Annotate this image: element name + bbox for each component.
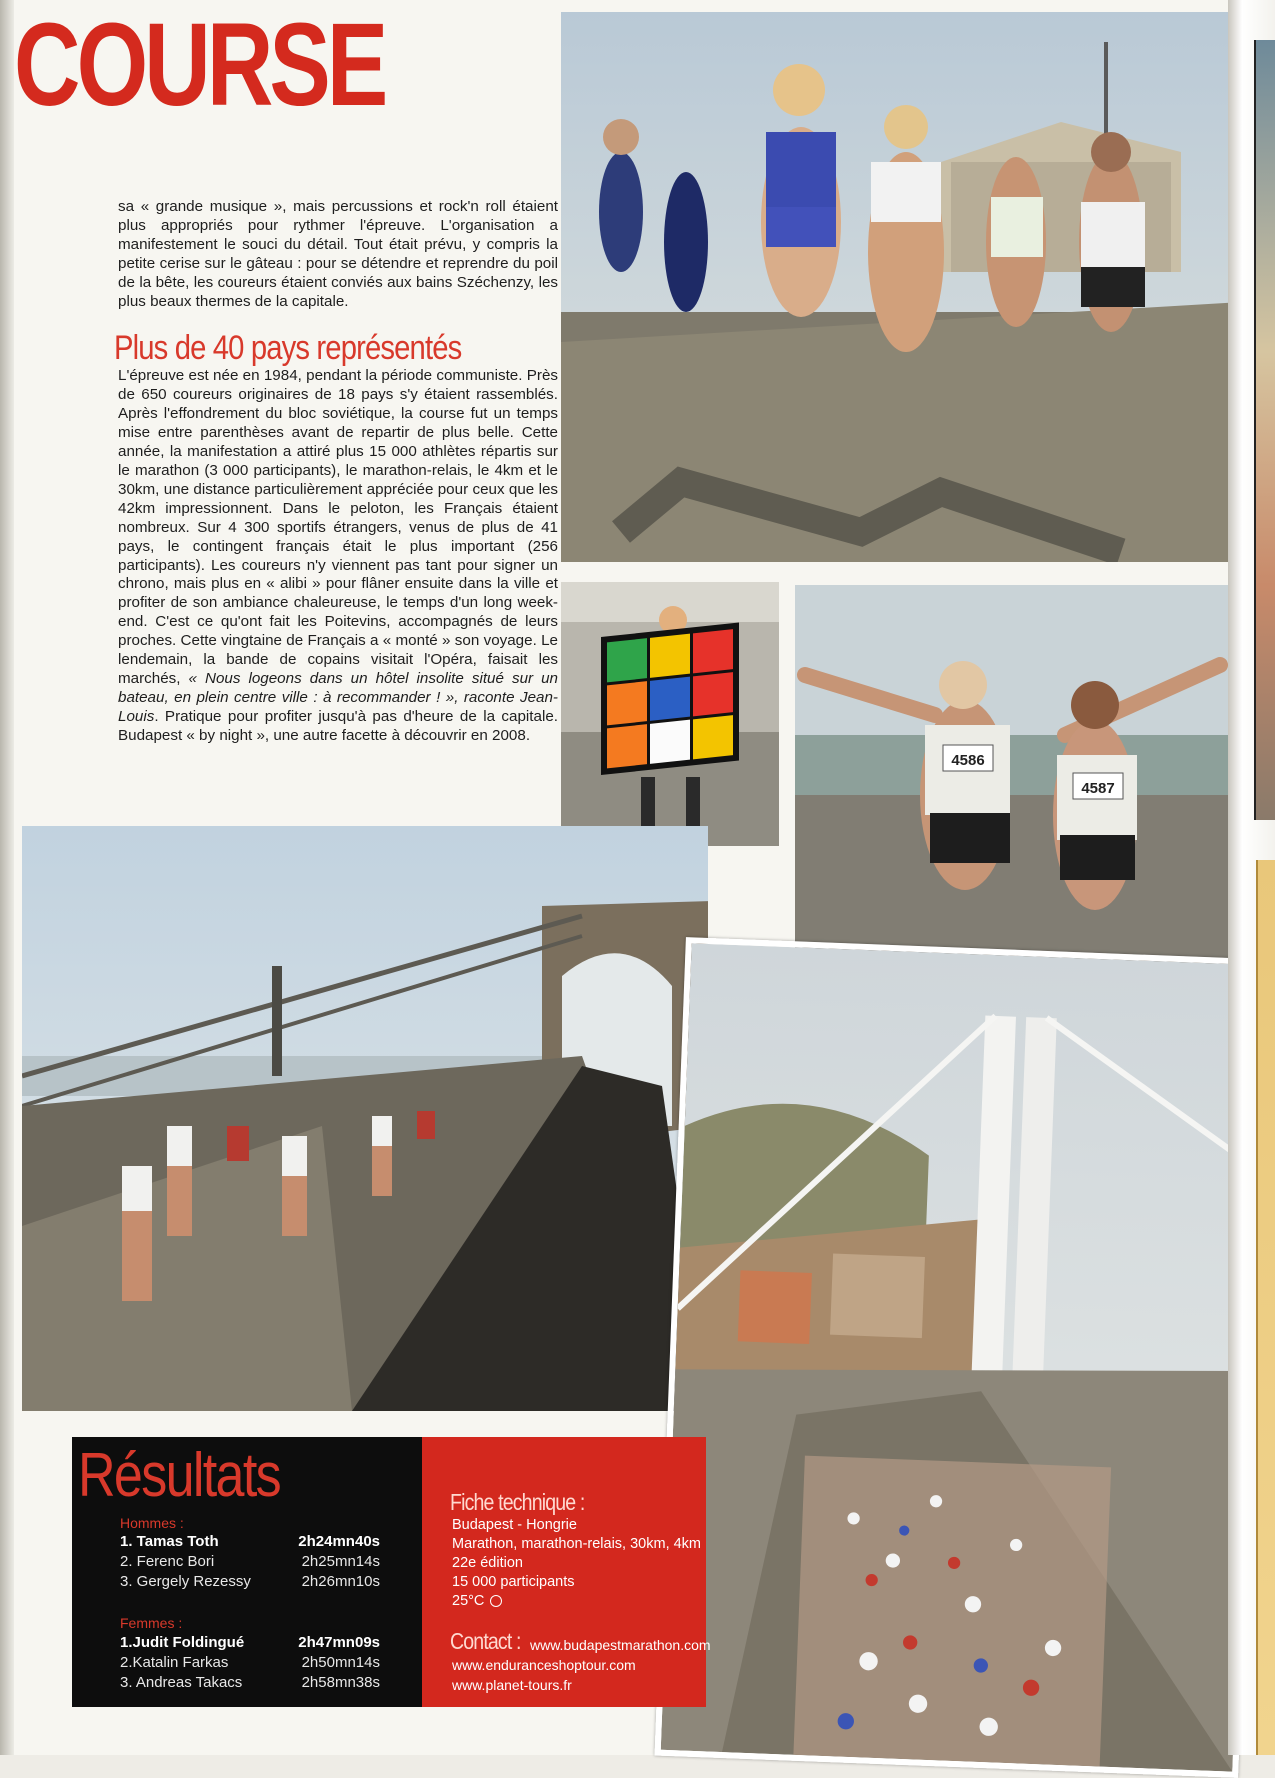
fiche-contact-label: Contact : <box>450 1628 521 1654</box>
results-women-row-2 <box>120 1654 380 1671</box>
article-paragraph-2 <box>118 367 558 745</box>
bib-number-right: 4587 <box>1081 780 1115 797</box>
article-subheading: Plus de 40 pays représentés <box>114 329 462 368</box>
contact-link-budapestmarathon[interactable]: www.budapestmarathon.com <box>530 1637 711 1653</box>
fiche-technique-box <box>422 1437 711 1707</box>
magazine-page <box>14 0 1242 1755</box>
result-name: 1. Tamas Toth <box>120 1533 219 1550</box>
photo-rubiks-cube-runner <box>561 582 779 846</box>
fiche-location: Budapest - Hongrie <box>452 1517 577 1533</box>
next-page-edge <box>1228 0 1275 1755</box>
photo-runners-heroes-square <box>561 12 1242 562</box>
fiche-participants: 15 000 participants <box>452 1574 575 1590</box>
article-quote: « Nous logeons dans un hôtel insolite situé sur un bateau, en plein centre ville : à recommander ! », raconte Jean-Louis <box>118 669 558 725</box>
results-women-label: Femmes : <box>120 1615 183 1631</box>
bib-number-left: 4586 <box>951 752 985 769</box>
fiche-edition: 22e édition <box>452 1555 523 1571</box>
result-time: 2h50mn14s <box>301 1654 380 1671</box>
result-name: 2. Ferenc Bori <box>120 1553 215 1570</box>
results-title: Résultats <box>78 1441 280 1510</box>
result-name: 3. Gergely Rezessy <box>120 1573 251 1590</box>
article-paragraph-1: sa « grande musique », mais percussions et rock'n roll étaient plus appropriés pour rythmer l'épreuve. L'organisation a manifestement le souci du détail. Tout était prévu, y compris la petite cerise sur le gâteau : pour se détendre et reprendre du poil de la bête, les coureurs étaient conviés aux bains Széchenzy, les plus beaux thermes de la capitale. <box>118 198 558 310</box>
contact-link-enduranceshoptour[interactable]: www.enduranceshoptour.com <box>452 1657 636 1673</box>
result-time: 2h25mn14s <box>301 1553 380 1570</box>
fiche-temperature-line <box>452 1593 502 1609</box>
result-time: 2h47mn09s <box>298 1634 380 1651</box>
fiche-events: Marathon, marathon-relais, 30km, 4km <box>452 1536 702 1552</box>
photo-elisabeth-bridge-crowd <box>654 937 1269 1778</box>
result-time: 2h58mn38s <box>301 1674 380 1691</box>
results-men-label: Hommes : <box>120 1515 184 1531</box>
result-name: 2.Katalin Farkas <box>120 1654 229 1671</box>
page-spine-shadow <box>0 0 14 1755</box>
results-men-row-1 <box>120 1533 380 1550</box>
article-body <box>114 198 558 746</box>
smiley-icon <box>490 1595 502 1607</box>
result-time: 2h26mn10s <box>301 1573 380 1590</box>
result-name: 1.Judit Foldingué <box>120 1634 245 1651</box>
fiche-title: Fiche technique : <box>450 1489 585 1515</box>
results-women-row-3 <box>120 1674 380 1691</box>
fiche-temperature: 25°C <box>452 1593 485 1609</box>
result-time: 2h24mn40s <box>298 1533 380 1550</box>
results-women-row-1 <box>120 1634 380 1651</box>
article-paragraph-2-start: L'épreuve est née en 1984, pendant la période communiste. Près de 650 coureurs originaires de 18 pays s'y étaient rassemblés. Après l'effondrement du bloc soviétique, la course fut un temps mise entre parenthèses avant de repartir de plus belle. Cette année, la manifestation a attiré plus 15 000 athlètes répartis sur le marathon (3 000 participants), le marathon-relais, le 4km et le 30km, une distance particulièrement appréciée pour ceux que les 42km impressionnent. Dans le peloton, les Français étaient nombreux. Sur 4 300 sportifs étrangers, venus de plus de 41 pays, le contingent français était le plus important (256 participants). Les coureurs n'y viennent pas tant pour signer un chrono, mais plus en « alibi » pour flâner ensuite dans la ville et profiter de son ambiance chaleureuse, le temps d'un long week-end. C'est ce qu'ont fait les Poitevins, accompagnés de leurs proches. Cette vingtaine de Français a « monté » son voyage. Le lendemain, la bande de copains visitait l'Opéra, faisait les marchés, <box>118 367 558 687</box>
next-page-photo-edge <box>1254 40 1275 820</box>
article-paragraph-2-end: . Pratique pour profiter jusqu'à pas d'heure de la capitale. Budapest « by night », une autre facette à découvrir en 2008. <box>118 707 558 744</box>
contact-link-planet-tours[interactable]: www.planet-tours.fr <box>452 1677 572 1693</box>
result-name: 3. Andreas Takacs <box>120 1674 243 1691</box>
next-page-panel-edge <box>1256 860 1275 1755</box>
results-men-row-3 <box>120 1573 380 1590</box>
results-men-row-2 <box>120 1553 380 1570</box>
section-title: COURSE <box>14 0 385 131</box>
photo-chain-bridge <box>22 826 708 1411</box>
results-box <box>72 1437 422 1707</box>
photo-cheering-runners <box>795 585 1242 973</box>
